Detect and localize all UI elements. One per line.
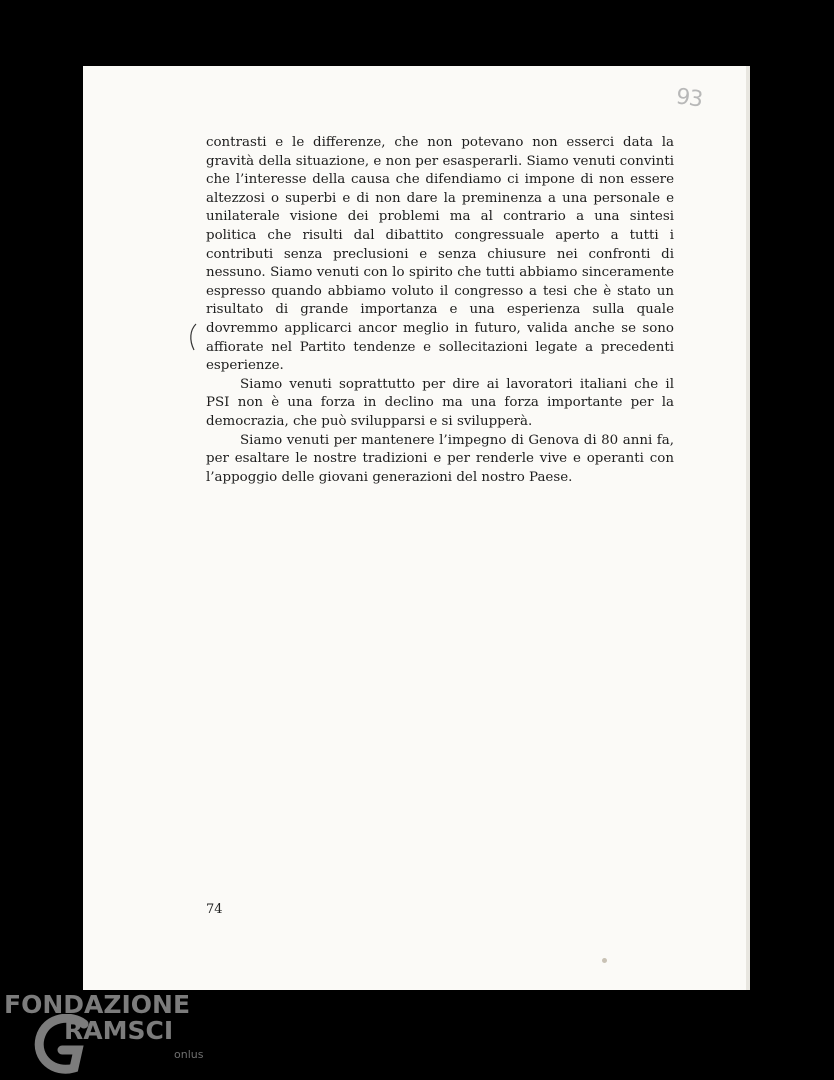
paragraph-2: Siamo venuti soprattutto per dire ai lavoratori italiani che il PSI non è una forza in declino ma una forza importante per la democrazia, che può svilupparsi e si svilupperà.: [206, 376, 674, 429]
page-number: 74: [206, 902, 223, 917]
body-text: [206, 134, 674, 487]
logo-line2: RAMSCI: [64, 1016, 174, 1045]
logo-line1: FONDAZIONE: [4, 990, 191, 1019]
page-speck: [602, 958, 607, 963]
handwritten-page-ref: 93: [674, 84, 704, 113]
paragraph-3: Siamo venuti per mantenere l’impegno di Genova di 80 anni fa, per esaltare le nostre tradizioni e per renderle vive e operanti con l’appoggio delle giovani generazioni del nostro Paese.: [206, 432, 674, 485]
paragraph-1: contrasti e le differenze, che non potevano non esserci data la gravità della situazione, e non per esasperarli. Siamo venuti convinti che l’interesse della causa che difendiamo ci impone di non essere altezzosi o superbi e di non dare la preminenza a una personale e unilaterale visione dei problemi ma al contrario a una sintesi politica che risulti dal dibattito congressuale aperto a tutti i contributi senza preclusioni e senza chiusure nei confronti di nessuno. Siamo venuti con lo spirito che tutti abbiamo sinceramente espresso quando abbiamo voluto il congresso a tesi che è stato un risultato di grande importanza e una esperienza sulla quale dovremmo applicarci ancor meglio in futuro, valida anche se sono affiorate nel Partito tendenze e sollecitazioni legate a precedenti esperienze.: [206, 135, 674, 374]
fondazione-gramsci-logo: [4, 990, 214, 1080]
margin-bracket-mark: [186, 322, 200, 352]
logo-sub: onlus: [174, 1048, 204, 1061]
